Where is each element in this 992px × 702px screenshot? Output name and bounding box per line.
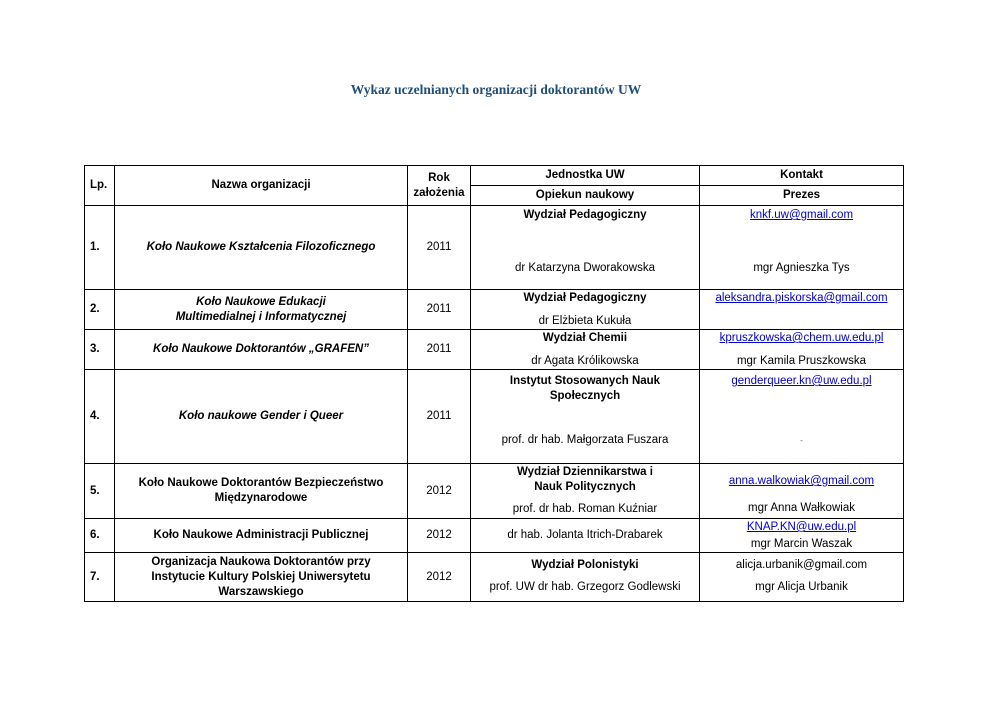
- row-year: 2011: [408, 370, 471, 464]
- header-unit: Jednostka UW: [471, 166, 700, 186]
- row-supervisor: dr hab. Jolanta Itrich-Drabarek: [471, 519, 700, 553]
- row-lp: 2.: [85, 290, 115, 330]
- organizations-table: [84, 165, 904, 602]
- row-contact-cell: [700, 206, 904, 290]
- row-unit-cell: [471, 464, 700, 519]
- row-name: Koło Naukowe Doktorantów „GRAFEN”: [115, 330, 408, 370]
- row-email-link[interactable]: kpruszkowska@chem.uw.edu.pl: [719, 332, 884, 344]
- row-unit-cell: [471, 553, 700, 602]
- row-year: 2011: [408, 290, 471, 330]
- header-president: Prezes: [700, 186, 904, 206]
- row-email-link[interactable]: anna.walkowiak@gmail.com: [728, 475, 875, 487]
- table-row: [85, 553, 904, 602]
- row-name: Koło Naukowe Doktorantów Bezpieczeństwo Międzynarodowe: [115, 464, 408, 519]
- row-supervisor: prof. UW dr hab. Grzegorz Godlewski: [489, 581, 681, 593]
- row-unit: Wydział Polonistyki: [531, 559, 639, 571]
- header-year: Rok założenia: [408, 166, 471, 206]
- row-email-link[interactable]: knkf.uw@gmail.com: [749, 209, 854, 221]
- row-year: 2012: [408, 553, 471, 602]
- table-row: [85, 370, 904, 464]
- row-president: -: [800, 436, 803, 445]
- row-contact-cell: [700, 553, 904, 602]
- table-row: [85, 330, 904, 370]
- row-lp: 5.: [85, 464, 115, 519]
- row-president: mgr Alicja Urbanik: [755, 581, 848, 593]
- row-unit-cell: [471, 290, 700, 330]
- document-title: Wykaz uczelnianych organizacji doktorantów UW: [350, 82, 642, 97]
- row-year: 2011: [408, 330, 471, 370]
- row-email-link[interactable]: genderqueer.kn@uw.edu.pl: [731, 375, 872, 387]
- row-lp: 4.: [85, 370, 115, 464]
- row-email-link[interactable]: KNAP.KN@uw.edu.pl: [746, 521, 857, 533]
- row-name: Koło Naukowe Administracji Publicznej: [115, 519, 408, 553]
- row-contact-cell: [700, 290, 904, 330]
- row-unit-cell: [471, 206, 700, 290]
- row-contact-cell: [700, 464, 904, 519]
- row-president: mgr Kamila Pruszkowska: [736, 355, 867, 367]
- row-lp: 1.: [85, 206, 115, 290]
- row-unit: Wydział Pedagogiczny: [523, 292, 647, 304]
- row-lp: 6.: [85, 519, 115, 553]
- row-contact-cell: [700, 519, 904, 553]
- row-year: 2012: [408, 464, 471, 519]
- row-unit: Wydział Dziennikarstwa i Nauk Politycznych: [517, 466, 653, 493]
- row-lp: 3.: [85, 330, 115, 370]
- row-year: 2011: [408, 206, 471, 290]
- table-row: [85, 290, 904, 330]
- row-name: Koło naukowe Gender i Queer: [115, 370, 408, 464]
- table-header-row: [85, 166, 904, 186]
- row-supervisor: prof. dr hab. Roman Kuźniar: [512, 503, 658, 515]
- row-email-link[interactable]: aleksandra.piskorska@gmail.com: [715, 292, 888, 304]
- header-lp: Lp.: [85, 166, 115, 206]
- row-unit-cell: [471, 330, 700, 370]
- header-name: Nazwa organizacji: [115, 166, 408, 206]
- row-contact-cell: [700, 330, 904, 370]
- row-contact-cell: [700, 370, 904, 464]
- row-year: 2012: [408, 519, 471, 553]
- row-unit: Wydział Pedagogiczny: [523, 209, 647, 221]
- row-name: Organizacja Naukowa Doktorantów przy Instytucie Kultury Polskiej Uniwersytetu Warszawskiego: [115, 553, 408, 602]
- row-supervisor: prof. dr hab. Małgorzata Fuszara: [501, 434, 669, 446]
- row-unit: Wydział Chemii: [542, 332, 628, 344]
- row-president: mgr Agnieszka Tys: [753, 262, 850, 274]
- row-unit: Instytut Stosowanych Nauk Społecznych: [509, 375, 661, 402]
- row-unit-cell: [471, 370, 700, 464]
- table-row: [85, 464, 904, 519]
- table-row: [85, 519, 904, 553]
- row-lp: 7.: [85, 553, 115, 602]
- row-president: mgr Marcin Waszak: [750, 538, 853, 550]
- row-supervisor: dr Agata Królikowska: [531, 355, 639, 367]
- header-supervisor: Opiekun naukowy: [471, 186, 700, 206]
- row-president: mgr Anna Wałkowiak: [748, 502, 855, 514]
- row-supervisor: dr Katarzyna Dworakowska: [515, 262, 655, 274]
- row-email: alicja.urbanik@gmail.com: [735, 559, 868, 571]
- row-name: Koło Naukowe Kształcenia Filozoficznego: [115, 206, 408, 290]
- row-supervisor: dr Elżbieta Kukuła: [538, 315, 632, 327]
- header-contact: Kontakt: [700, 166, 904, 186]
- row-name: Koło Naukowe Edukacji Multimedialnej i Informatycznej: [115, 290, 408, 330]
- table-row: [85, 206, 904, 290]
